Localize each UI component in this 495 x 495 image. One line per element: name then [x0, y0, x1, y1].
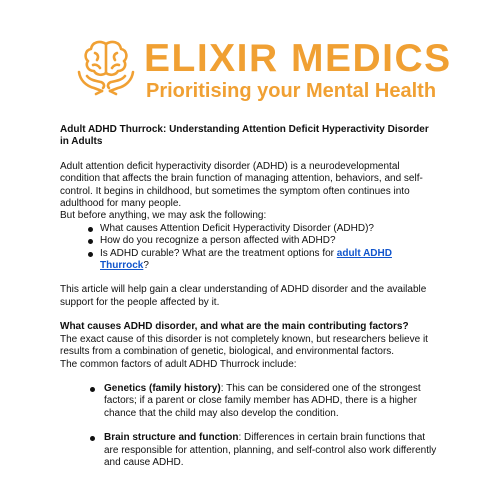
factors-intro: The common factors of adult ADHD Thurrock include: [60, 358, 297, 370]
lead-in-text: But before anything, we may ask the following: [60, 210, 267, 222]
factor-term: Brain structure and function [104, 432, 239, 444]
factor-term: Genetics (family history) [104, 382, 221, 394]
brand-header [76, 36, 452, 106]
brand-name: ELIXIR MEDICS [144, 37, 452, 80]
section-paragraph: The exact cause of this disorder is not completely known, but researchers believe it results from a combination of genetic, biological, and environmental factors. [60, 333, 428, 358]
list-item: What causes Attention Deficit Hyperactivity Disorder (ADHD)? [88, 223, 440, 235]
section-heading: What causes ADHD disorder, and what are the main contributing factors? [60, 321, 409, 333]
article-title: Adult ADHD Thurrock: Understanding Attention Deficit Hyperactivity Disorder in Adults [60, 124, 429, 148]
purpose-paragraph: This article will help gain a clear understanding of ADHD disorder and the available support for the people affected by it. [60, 284, 427, 308]
intro-paragraph: Adult attention deficit hyperactivity disorder (ADHD) is a neurodevelopmental condition that affects the brain function of managing attention, behaviors, and self-control. It begins in childhood, but sometimes the symptom often continues into adulthood for many people. [60, 160, 423, 210]
list-item: How do you recognize a person affected with ADHD? [88, 235, 440, 247]
factor-text: : Differences in certain brain functions that are responsible for attention, planning, and self-control also work differently and cause ADHD. [104, 432, 437, 468]
brain-in-hands-icon [76, 36, 136, 98]
factor-list [60, 383, 440, 469]
question-text: Is ADHD curable? What are the treatment options for [100, 247, 337, 259]
brand-tagline: Prioritising your Mental Health [146, 80, 437, 102]
question-suffix: ? [143, 260, 149, 272]
list-item [88, 248, 440, 273]
question-list [60, 223, 440, 273]
adult-adhd-thurrock-link[interactable]: adult ADHD Thurrock [100, 247, 392, 272]
factor-text: : This can be considered one of the strongest factors; if a parent or close family member has ADHD, there is a higher chance that the child may also develop the condition. [104, 382, 421, 419]
list-item [90, 432, 440, 469]
list-item [90, 383, 440, 420]
article-body [60, 124, 440, 469]
